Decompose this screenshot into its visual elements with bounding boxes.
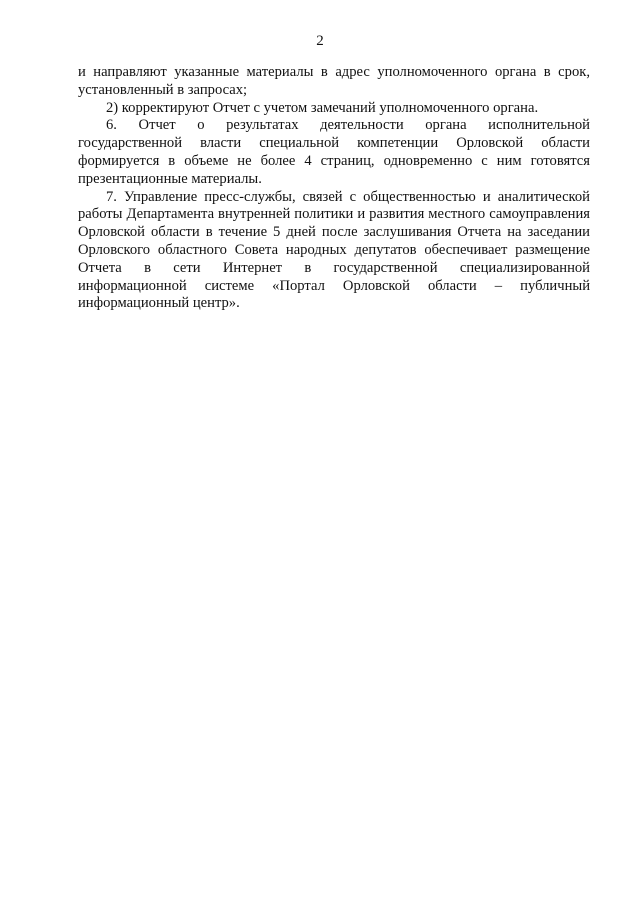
paragraph-continuation: и направляют указанные материалы в адрес уполномоченного органа в срок, установленный в запросах;	[78, 64, 590, 98]
paragraph-item-6: 6. Отчет о результатах деятельности органа исполнительной государственной власти специальной компетенции Орловской области формируется в объеме не более 4 страниц, одновременно с ним готовятся презентационные материалы.	[78, 117, 590, 187]
paragraph-item-2: 2) корректируют Отчет с учетом замечаний уполномоченного органа.	[106, 99, 539, 116]
paragraph-item-7: 7. Управление пресс-службы, связей с общественностью и аналитической работы Департамента внутренней политики и развития местного самоуправления Орловской области в течение 5 дней после заслушивания Отчета на заседании Орловского областного Совета народных депутатов обеспечивает размещение Отчета в сети Интернет в государственной специализированной информационной системе «Портал Орловской области – публичный информационный центр».	[78, 188, 590, 312]
page-number: 2	[316, 33, 324, 49]
document-body	[78, 64, 590, 313]
